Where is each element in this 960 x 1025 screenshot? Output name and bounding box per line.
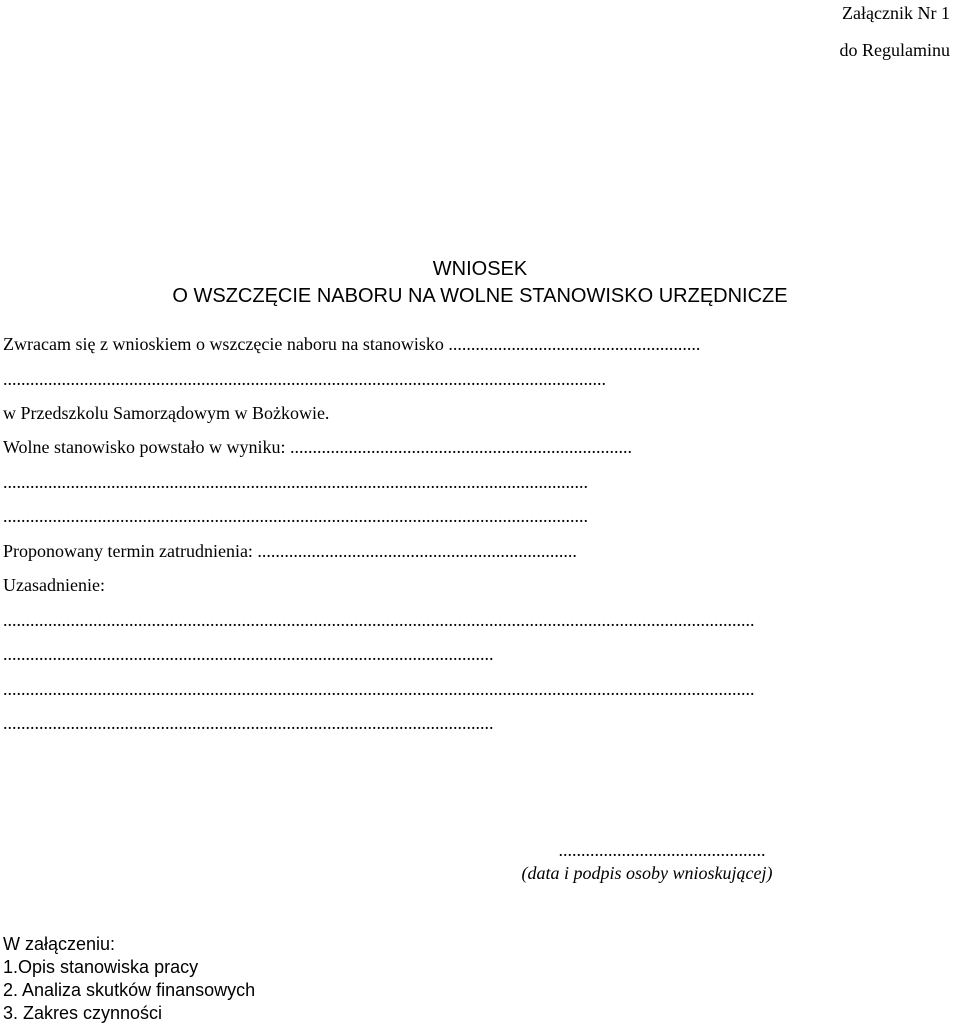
attachment-item: 1.Opis stanowiska pracy	[3, 957, 199, 977]
start-date-line: Proponowany termin zatrudnienia: .......................................................................	[3, 541, 577, 561]
justification-line: .............................................................................................................	[3, 713, 494, 733]
justification-line: .......................................................................................................................................................................	[3, 679, 755, 699]
vacancy-reason-line: Wolne stanowisko powstało w wyniku: ............................................................................	[3, 437, 633, 457]
document-title: WNIOSEK	[432, 258, 528, 280]
document-subtitle: O WSZCZĘCIE NABORU NA WOLNE STANOWISKO URZĘDNICZE	[172, 285, 788, 307]
annex-reference: do Regulaminu	[839, 40, 950, 60]
vacancy-reason-continuation-2: ..................................................................................................................................	[3, 506, 588, 526]
justification-line: .............................................................................................................	[3, 644, 494, 664]
justification-line: .......................................................................................................................................................................	[3, 610, 755, 630]
institution-line: w Przedszkolu Samorządowym w Bożkowie.	[3, 403, 330, 423]
justification-label: Uzasadnienie:	[3, 575, 105, 595]
attachment-item: 3. Zakres czynności	[3, 1003, 163, 1023]
signature-caption: (data i podpis osoby wnioskującej)	[521, 863, 773, 883]
annex-label: Załącznik Nr 1	[842, 3, 950, 23]
attachments-label: W załączeniu:	[3, 934, 116, 954]
request-line: Zwracam się z wnioskiem o wszczęcie naboru na stanowisko ........................................................	[3, 334, 701, 354]
attachment-item: 2. Analiza skutków finansowych	[3, 980, 256, 1000]
signature-dots: ..............................................	[558, 840, 766, 860]
position-continuation-line: ......................................................................................................................................	[3, 369, 606, 389]
vacancy-reason-continuation-1: ..................................................................................................................................	[3, 472, 588, 492]
